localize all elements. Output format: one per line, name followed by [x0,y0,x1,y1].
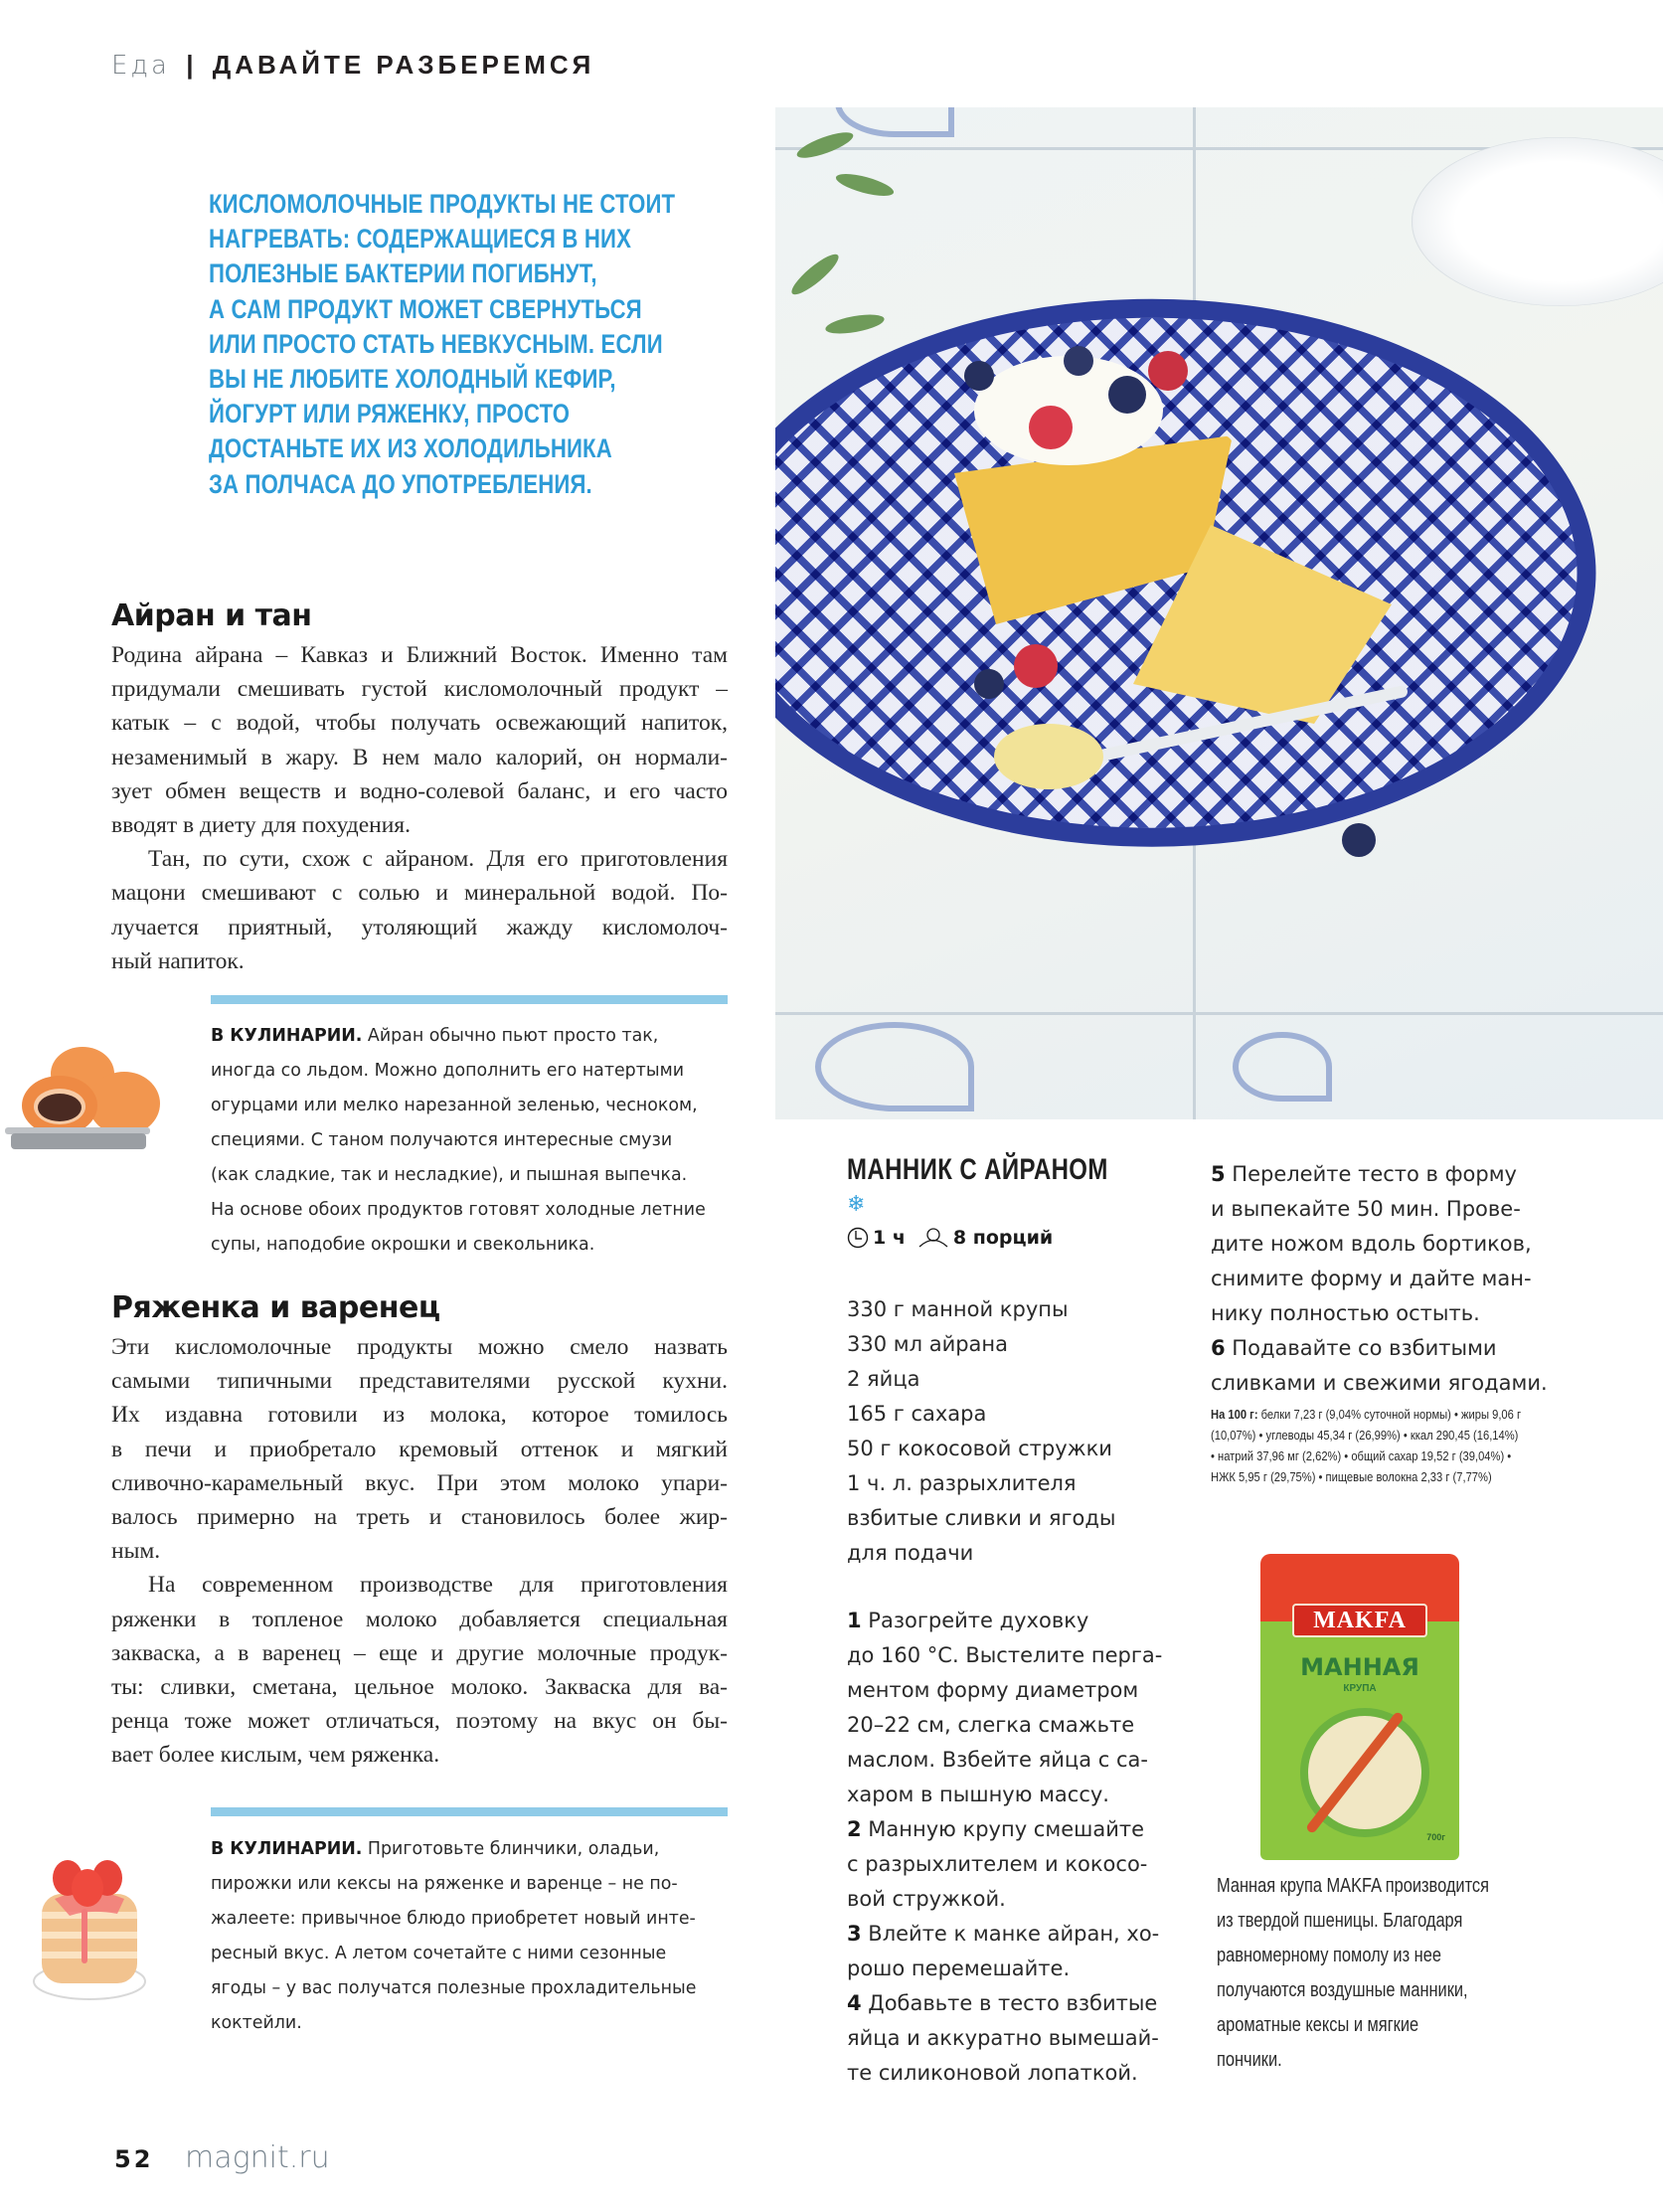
text-line: Тан, по сути, схож с айраном. Для его приготовления [148,846,728,873]
caption-line: из твердой пшеницы. Благодаря [1217,1910,1463,1932]
ingredient-item: 1 ч. л. разрыхлителя [847,1471,1077,1495]
pull-quote-line: КИСЛОМОЛОЧНЫЕ ПРОДУКТЫ НЕ СТОИТ [209,189,676,219]
step-number: 2 [847,1817,862,1841]
text-line: (как сладкие, так и несладкие), и пышная выпечка. [211,1165,688,1185]
text-line: самыми типичными представителями русской кухни. [111,1368,728,1395]
ingredient-item: взбитые сливки и ягоды [847,1506,1116,1530]
text-line: На основе обоих продуктов готовят холодные летние [211,1200,706,1220]
culinary-divider [211,995,728,1004]
pull-quote-line: ДОСТАНЬТЕ ИХ ИЗ ХОЛОДИЛЬНИКА [209,433,612,464]
step-text: нику полностью остыть. [1211,1301,1480,1325]
text-line: ренца тоже может отличаться, поэтому на вкус он бы- [111,1708,728,1735]
ingredient-item: 330 мл айрана [847,1332,1009,1356]
pancakes-icon [30,1854,149,2003]
recipe-photo-mannik [775,107,1663,1119]
step-text: ментом форму диаметром [847,1678,1139,1702]
step-number: 4 [847,1991,862,2015]
text-line: лучается приятный, утоляющий жажду кисломолоч- [111,914,728,940]
recipe-time: 1 ч [873,1227,906,1249]
recipe-meta [847,1227,1053,1249]
step-number: 1 [847,1609,862,1632]
clock-icon [847,1227,869,1249]
site-link[interactable]: magnit.ru [185,2140,330,2175]
text-line: огурцами или мелко нарезанной зеленью, чесноком, [211,1096,698,1115]
text-line: Их издавна готовили из молока, которое томилось [111,1402,728,1429]
text-line: жалеете: привычное блюдо приобретет новый инте- [211,1909,696,1929]
recipe-servings: 8 порций [952,1227,1054,1249]
pull-quote-line: А САМ ПРОДУКТ МОЖЕТ СВЕРНУТЬСЯ [209,293,642,324]
pull-quote-line: ПОЛЕЗНЫЕ БАКТЕРИИ ПОГИБНУТ, [209,258,597,289]
recipe-steps-left [847,1604,1162,2091]
recipe-steps-right [1211,1157,1548,1401]
article-body-ryazhenka [111,1330,728,1773]
text-line: Родина айрана – Кавказ и Ближний Восток. Именно там [111,642,728,668]
caption-line: пончики. [1217,2049,1282,2071]
text-line: вводят в диету для похудения. [111,812,411,839]
step-text: и выпекайте 50 мин. Прове- [1211,1197,1521,1221]
section-heading-ayran: Айран и тан [111,598,312,633]
step-text: Перелейте тесто в форму [1225,1162,1517,1186]
text-line: ягоды – у вас получатся полезные прохладительные [211,1978,697,1998]
nutrition-text: НЖК 5,95 г (29,75%) • пищевые волокна 2,33 г (7,77%) [1211,1469,1492,1484]
ingredient-item: 330 г манной крупы [847,1297,1069,1321]
section-label: Еда [111,51,170,81]
product-sub: КРУПА [1343,1683,1377,1694]
step-text: снимите форму и дайте ман- [1211,1267,1532,1290]
snowflake-icon: ❄ [847,1191,866,1216]
text-line: Айран обычно пьют просто так, [362,1026,659,1046]
text-line: ряженки в топленое молоко добавляется специальная [111,1606,728,1632]
text-line: придумали смешивать густой кисломолочный продукт – [111,676,728,703]
step-text: дите ножом вдоль бортиков, [1211,1232,1532,1256]
product-name: МАННАЯ [1300,1653,1419,1681]
step-text: те силиконовой лопаткой. [847,2061,1138,2085]
text-line: ты: сливки, сметана, цельное молоко. Закваска для ва- [111,1674,728,1701]
makfa-semolina-pack [1260,1554,1459,1860]
ingredient-item: для подачи [847,1541,974,1565]
nutrition-text: • натрий 37,96 мг (2,62%) • общий сахар 19,52 г (39,04%) • [1211,1448,1512,1463]
text-line: ный напиток. [111,947,245,974]
step-number: 3 [847,1922,862,1946]
section-heading-ryazhenka: Ряженка и варенец [111,1290,440,1325]
buns-icon [5,1044,214,1153]
caption-line: равномерному помолу из нее [1217,1945,1441,1966]
brand-logo: MAKFA [1292,1604,1427,1637]
text-line: незаменимый в жару. В нем мало калорий, он нормали- [111,744,728,770]
text-line: супы, наподобие окрошки и свекольника. [211,1235,595,1255]
ingredient-item: 50 г кокосовой стружки [847,1437,1112,1460]
step-text: харом в пышную массу. [847,1783,1109,1806]
text-line: валось примерно на треть и становилось более жир- [111,1504,728,1531]
ingredient-list [847,1292,1116,1571]
text-line: в печи и приобретало кремовый оттенок и мягкий [111,1436,728,1462]
pull-quote-line: НАГРЕВАТЬ: СОДЕРЖАЩИЕСЯ В НИХ [209,224,632,255]
step-text: Манную крупу смешайте [861,1817,1144,1841]
pull-quote [209,187,731,502]
text-line: сливочно-карамельный вкус. При этом молоко упари- [111,1469,728,1496]
text-line: специями. С таном получаются интересные смузи [211,1130,673,1150]
step-text: рошо перемешайте. [847,1957,1071,1980]
pull-quote-line: ЙОГУРТ ИЛИ РЯЖЕНКУ, ПРОСТО [209,399,571,429]
product-caption [1217,1869,1489,2078]
text-line: ным. [111,1538,161,1565]
text-line: пирожки или кексы на ряженке и варенце – не по- [211,1874,678,1894]
rubric-title: ДАВАЙТЕ РАЗБЕРЕМСЯ [212,50,595,80]
culinary-label: В КУЛИНАРИИ. [211,1026,363,1046]
culinary-divider [211,1807,728,1816]
culinary-label: В КУЛИНАРИИ. [211,1839,363,1859]
pull-quote-line: ЗА ПОЛЧАСА ДО УПОТРЕБЛЕНИЯ. [209,468,592,499]
article-body-ayran [111,638,728,978]
text-line: Эти кисломолочные продукты можно смело назвать [111,1334,728,1360]
step-number: 5 [1211,1162,1226,1186]
nutrition-text: белки 7,23 г (9,04% суточной нормы) • жиры 9,06 г [1257,1407,1522,1422]
step-text: вой стружкой. [847,1887,1006,1911]
pull-quote-line: ИЛИ ПРОСТО СТАТЬ НЕВКУСНЫМ. ЕСЛИ [209,328,663,359]
culinary-note-ayran [211,1019,728,1263]
pull-quote-line: ВЫ НЕ ЛЮБИТЕ ХОЛОДНЫЙ КЕФИР, [209,364,616,395]
product-weight: 700г [1426,1832,1445,1842]
text-line: закваска, а в варенец – еще и другие молочные продук- [111,1639,728,1666]
step-text: Добавьте в тесто взбитые [861,1991,1158,2015]
step-text: Разогрейте духовку [861,1609,1089,1632]
page-number: 52 [114,2145,154,2173]
step-text: 20–22 см, слегка смажьте [847,1713,1135,1737]
recipe-title: МАННИК С АЙРАНОМ [847,1153,1108,1186]
step-text: с разрыхлителем и кокосо- [847,1852,1148,1876]
header-separator: | [186,50,197,80]
text-line: иногда со льдом. Можно дополнить его натертыми [211,1061,684,1081]
text-line: Приготовьте блинчики, оладьи, [362,1839,660,1859]
nutrition-text: (10,07%) • углеводы 45,34 г (26,99%) • ккал 290,45 (16,14%) [1211,1428,1519,1443]
text-line: коктейли. [211,2013,302,2033]
step-text: до 160 °С. Выстелите перга- [847,1643,1163,1667]
culinary-note-ryazhenka [211,1832,728,2041]
step-text: Подавайте со взбитыми [1225,1336,1497,1360]
step-number: 6 [1211,1336,1226,1360]
nutrition-facts [1211,1404,1553,1487]
step-text: маслом. Взбейте яйца с са- [847,1748,1148,1772]
text-line: вает более кислым, чем ряженка. [111,1742,440,1769]
text-line: На современном производстве для приготовления [148,1572,728,1599]
ingredient-item: 2 яйца [847,1367,920,1391]
ingredient-item: 165 г сахара [847,1402,987,1426]
text-line: ресный вкус. А летом сочетайте с ними сезонные [211,1944,667,1963]
text-line: мацони смешивают с солью и минеральной водой. По- [111,880,728,907]
step-text: сливками и свежими ягодами. [1211,1371,1548,1395]
nutrition-label: На 100 г: [1211,1407,1258,1422]
caption-line: ароматные кексы и мягкие [1217,2014,1419,2036]
caption-line: Манная крупа MAKFA производится [1217,1875,1489,1897]
step-text: Влейте к манке айран, хо- [861,1922,1160,1946]
running-header [111,50,594,81]
step-text: яйца и аккуратно вымешай- [847,2026,1159,2050]
text-line: катык – с водой, чтобы получать освежающий напиток, [111,710,728,737]
text-line: зует обмен веществ и водно-солевой баланс, и его часто [111,777,728,804]
caption-line: получаются воздушные манники, [1217,1979,1468,2001]
person-icon [917,1228,949,1248]
